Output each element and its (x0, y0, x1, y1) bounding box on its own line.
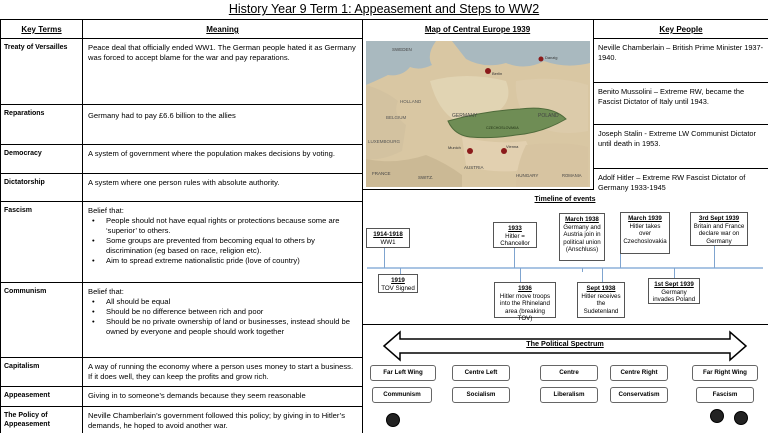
stalin-portrait-icon (386, 413, 400, 427)
spectrum-position: Centre (540, 365, 598, 381)
spectrum-position: Centre Left (452, 365, 510, 381)
map-label: ROMANIA (562, 173, 582, 178)
map-header: Map of Central Europe 1939 (424, 25, 531, 34)
key-terms-header: Key Terms (1, 20, 83, 39)
map-label: POLAND (538, 113, 559, 119)
timeline-event: Sept 1938 Hitler receives the Sudetenland (577, 282, 625, 318)
term-label: Reparations (1, 105, 83, 144)
map-label: CZECHOSLOVAKIA (486, 126, 519, 130)
belief-intro: Belief that: (88, 206, 124, 215)
map-label: FRANCE (372, 171, 391, 176)
term-meaning: Germany had to pay £6.6 billion to the allies (83, 105, 363, 144)
person-cell: Adolf Hitler – Extreme RW Fascist Dictator of Germany 1933-1945 (598, 173, 746, 192)
political-spectrum-panel (362, 325, 768, 433)
map-label: HUNGARY (516, 173, 539, 178)
term-label: Treaty of Versailles (1, 39, 83, 104)
timeline-event: March 1939 Hitler takes over Czechoslovakia (620, 212, 670, 254)
timeline-event: March 1938 Germany and Austria join in political union (Anschluss) (559, 213, 605, 261)
map-label: GERMANY (452, 113, 478, 119)
list-item: • Should be no difference between rich and poor (106, 307, 357, 317)
map-label: HOLLAND (400, 99, 422, 104)
belief-intro: Belief that: (88, 287, 124, 296)
spectrum-title: The Political Spectrum (526, 339, 604, 348)
person-cell: Benito Mussolini – Extreme RW, became the Fascist Dictator of Italy until 1943. (594, 83, 768, 125)
timeline-title: Timeline of events (534, 196, 596, 203)
page-title: History Year 9 Term 1: Appeasement and Steps to WW2 (0, 0, 768, 20)
timeline-event: 1936 Hitler move troops into the Rhineland area (breaking TOV) (494, 282, 556, 318)
ideology-label: Socialism (452, 387, 510, 403)
ideology-label: Communism (372, 387, 432, 403)
list-item: • People should not have equal rights or protections because some are ‘superior’ to others. (106, 216, 357, 236)
term-label: Capitalism (1, 358, 83, 386)
term-label: The Policy of Appeasement (1, 407, 83, 433)
map-label: SWITZ. (418, 175, 434, 180)
list-item: • Aim to spread extreme nationalistic pride (love of country) (106, 256, 357, 266)
map-label: Danzig (545, 55, 558, 60)
term-row (1, 174, 363, 202)
term-row (1, 105, 363, 145)
hitler-portrait-icon (710, 409, 724, 423)
ideology-label: Conservatism (610, 387, 668, 403)
key-people-header: Key People (594, 20, 768, 39)
map-label: BELGIUM (386, 115, 407, 120)
term-row (1, 39, 363, 105)
map-panel (362, 20, 594, 190)
timeline-event: 1919 TOV Signed (378, 274, 418, 293)
term-meaning: Peace deal that officially ended WW1. The German people hated it as Germany was forced to accept blame for the war and pay reparations. (83, 39, 363, 104)
central-europe-map (366, 41, 590, 187)
timeline-event: 3rd Sept 1939 Britain and France declare war on Germany (690, 212, 748, 246)
term-meaning (83, 202, 363, 282)
term-label: Communism (1, 283, 83, 357)
term-meaning: Neville Chamberlain’s government followed this policy; by giving in to Hitler’s demands, he hoped to avoid another war. (83, 407, 363, 433)
map-label: Vienna (506, 144, 519, 149)
person-cell: Joseph Stalin - Extreme LW Communist Dictator until death in 1953. (594, 125, 768, 169)
map-label: Berlin (492, 71, 503, 76)
term-row (1, 283, 363, 358)
map-label: AUSTRIA (464, 165, 484, 170)
list-item: • Should be no private ownership of land or businesses, instead should be owned by everyone and people should work together (106, 317, 357, 337)
term-meaning: A system of government where the population makes decisions by voting. (83, 145, 363, 173)
map-label: SWEDEN (392, 47, 412, 52)
term-meaning: A system where one person rules with absolute authority. (83, 174, 363, 201)
term-row (1, 387, 363, 407)
term-row (1, 145, 363, 174)
belief-list (88, 216, 357, 266)
term-label: Fascism (1, 202, 83, 282)
meaning-header: Meaning (83, 20, 363, 39)
map-label: Munich (448, 145, 461, 150)
timeline-axis (367, 267, 763, 269)
list-item: • Some groups are prevented from becoming equal to others by discrimination (eg based on race, religion etc). (106, 236, 357, 256)
term-label: Democracy (1, 145, 83, 173)
term-row (1, 202, 363, 283)
key-terms-table (0, 20, 362, 433)
list-item: • All should be equal (106, 297, 357, 307)
spectrum-position: Far Right Wing (692, 365, 758, 381)
timeline-event: 1914-1918 WW1 (366, 228, 410, 248)
person-cell: Neville Chamberlain – British Prime Minister 1937-1940. (594, 39, 768, 83)
term-row (1, 407, 363, 433)
belief-list (88, 297, 357, 337)
spectrum-position: Centre Right (610, 365, 668, 381)
term-label: Dictatorship (1, 174, 83, 201)
term-meaning (83, 283, 363, 357)
term-meaning: A way of running the economy where a person uses money to start a business. If it does well, they can keep the profits and grow rich. (83, 358, 363, 386)
term-row (1, 358, 363, 387)
timeline-event: 1933 Hitler = Chancellor (493, 222, 537, 248)
ideology-label: Fascism (696, 387, 754, 403)
timeline-event: 1st Sept 1939 Germany invades Poland (648, 278, 700, 304)
mussolini-portrait-icon (734, 411, 748, 425)
key-people-panel (594, 20, 768, 190)
term-label: Appeasement (1, 387, 83, 406)
spectrum-position: Far Left Wing (370, 365, 436, 381)
timeline-panel (362, 190, 768, 325)
ideology-label: Liberalism (540, 387, 598, 403)
map-label: LUXEMBOURG (368, 139, 401, 144)
term-meaning: Giving in to someone’s demands because they seem reasonable (83, 387, 363, 406)
